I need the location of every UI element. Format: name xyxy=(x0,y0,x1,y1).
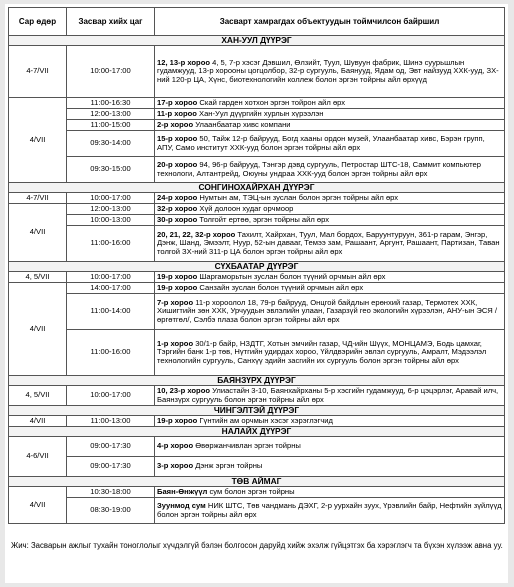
khoroo-label: 17-р хороо xyxy=(157,97,198,107)
time-cell: 09:30-14:00 xyxy=(67,131,155,157)
time-cell: 10:00-17:00 xyxy=(67,193,155,204)
khoroo-label: 19-р хороо xyxy=(157,271,198,281)
district-heading: СҮХБААТАР ДҮҮРЭГ xyxy=(9,262,505,272)
khoroo-label: Баян-Өнжүүл xyxy=(157,486,208,496)
table-row xyxy=(9,226,505,262)
district-heading: ХАН-УУЛ ДҮҮРЭГ xyxy=(9,36,505,46)
khoroo-label: 1-р хороо xyxy=(157,338,194,348)
location-text: Толгойт ертөө, эргэн тойрны айл өрх xyxy=(197,214,330,224)
khoroo-label: 10, 23-р хороо xyxy=(157,386,210,396)
table-row xyxy=(9,386,505,406)
location-cell xyxy=(155,109,505,120)
location-text: 30/1-р байр, НЗДТГ, Хотын эмчийн газар, ЧД-ийн Шүүх, МОНЦАМЭ, Бодь цамхаг, Тэргийн банк 1-р төв, Нүтгийн удирдах хороо, Үйлдвэрийн эвлэл сургууль, Амралт, Мэдээлэл технологийн сургууль, Санхүү эдийн засгийн их сургууль болон эргэн тойрны айл өрх xyxy=(157,338,487,365)
location-text: Санзайн зуслан болон түүний орчмын айл өрх xyxy=(197,282,364,292)
date-cell: 4-6/VII xyxy=(9,437,67,477)
location-text: Өвөржанчивлан эргэн тойрны xyxy=(193,441,301,451)
date-cell: 4-7/VII xyxy=(9,46,67,98)
time-cell: 11:00-15:00 xyxy=(67,120,155,131)
district-heading: БАЯНЗҮРХ ДҮҮРЭГ xyxy=(9,376,505,386)
date-cell: 4/VII xyxy=(9,98,67,183)
time-cell: 08:30-19:00 xyxy=(67,498,155,524)
date-cell: 4/VII xyxy=(9,487,67,524)
table-row xyxy=(9,193,505,204)
time-cell: 11:00-16:00 xyxy=(67,330,155,376)
district-heading-row xyxy=(9,477,505,487)
khoroo-label: 12, 13-р хороо xyxy=(157,57,210,67)
schedule-table xyxy=(8,7,505,524)
table-row xyxy=(9,157,505,183)
location-text: Дэнж эргэн тойрны xyxy=(193,461,263,471)
district-heading: ТӨВ АЙМАГ xyxy=(9,477,505,487)
khoroo-label: 19-р хороо xyxy=(157,415,198,425)
khoroo-label: 15-р хороо xyxy=(157,134,198,144)
time-cell: 09:00-17:30 xyxy=(67,457,155,477)
location-text: Гүнтийн ам орчмын хэсэг хэрэглэгчид xyxy=(197,415,333,425)
location-cell xyxy=(155,416,505,427)
table-row xyxy=(9,498,505,524)
location-text: Улаанбаатар хивс компани xyxy=(193,119,291,129)
khoroo-label: 3-р хороо xyxy=(157,461,194,471)
location-text: Нумтын ам, ТЭЦ-ын зуслан болон эргэн тойрны айл өрх xyxy=(197,192,399,202)
header-row xyxy=(9,8,505,36)
time-cell: 14:00-17:00 xyxy=(67,283,155,294)
time-cell: 09:00-17:30 xyxy=(67,437,155,457)
table-row xyxy=(9,294,505,330)
table-row xyxy=(9,120,505,131)
time-cell: 10:30-18:00 xyxy=(67,487,155,498)
location-cell xyxy=(155,498,505,524)
time-cell: 12:00-13:00 xyxy=(67,204,155,215)
table-row xyxy=(9,487,505,498)
khoroo-label: 11-р хороо xyxy=(157,108,197,118)
location-text: 94, 96-р байрууд, Тэнгэр дэвд сургууль, Петростар ШТС-18, Саммит компьютер технологи, Алтантрейд, Оюуны ундраа ХХК-ууд болон эргэн тойрны айл өрх xyxy=(157,160,481,178)
location-cell xyxy=(155,272,505,283)
table-row xyxy=(9,283,505,294)
table-row xyxy=(9,46,505,98)
khoroo-label: 20, 21, 22, 32-р хороо xyxy=(157,229,236,239)
table-row xyxy=(9,204,505,215)
time-cell: 10:00-13:00 xyxy=(67,215,155,226)
date-cell: 4/VII xyxy=(9,283,67,376)
khoroo-label: 32-р хороо xyxy=(157,203,198,213)
time-cell: 10:00-17:00 xyxy=(67,386,155,406)
location-text: 11-р хороолол 18, 79-р байрууд, Онцгой байдлын ерөнхий газар, Термотех ХХК, Хишигтийн зөн ХХК, Урчуудын эвлэлийн улаан, Газарзүй гео экологийн хүрээлэн, АНУ-ын ЭСЯ /өргөтгөл/, Сэлбэ плаза болон эргэн тойрны айл өрх xyxy=(157,297,498,324)
header-time: Засвар хийх цаг xyxy=(67,8,155,36)
date-cell: 4, 5/VII xyxy=(9,386,67,406)
location-cell xyxy=(155,193,505,204)
location-cell xyxy=(155,386,505,406)
location-cell xyxy=(155,226,505,262)
khoroo-label: 4-р хороо xyxy=(157,441,194,451)
location-cell xyxy=(155,294,505,330)
location-cell xyxy=(155,157,505,183)
location-cell xyxy=(155,98,505,109)
table-row xyxy=(9,131,505,157)
district-heading-row xyxy=(9,376,505,386)
header-date: Сар өдөр xyxy=(9,8,67,36)
district-heading: НАЛАЙХ ДҮҮРЭГ xyxy=(9,427,505,437)
time-cell: 11:00-16:30 xyxy=(67,98,155,109)
date-cell: 4-7/VII xyxy=(9,193,67,204)
location-text: НИК ШТС, Төв чандмань ДЭХГ, 2-р уурхайн зуух, Үрэвлийн байр, Нефтийн зүйлүүд болон эргэн тойрны айл өрх xyxy=(157,501,502,519)
location-cell xyxy=(155,330,505,376)
location-text: Скай гарден хотхон эргэн тойрон айл өрх xyxy=(197,97,346,107)
location-cell xyxy=(155,120,505,131)
khoroo-label: 20-р хороо xyxy=(157,160,198,170)
table-row xyxy=(9,457,505,477)
district-heading: ЧИНГЭЛТЭЙ ДҮҮРЭГ xyxy=(9,406,505,416)
district-heading: СОНГИНОХАЙРХАН ДҮҮРЭГ xyxy=(9,183,505,193)
location-text: Хан-Уул дүүргийн хурлын хүрээлэн xyxy=(196,108,324,118)
table-row xyxy=(9,109,505,120)
table-row xyxy=(9,98,505,109)
date-cell: 4/VII xyxy=(9,204,67,262)
table-row xyxy=(9,330,505,376)
location-cell xyxy=(155,457,505,477)
khoroo-label: 24-р хороо xyxy=(157,192,198,202)
khoroo-label: 7-р хороо xyxy=(157,297,194,307)
header-location: Засварт хамрагдах объектуудын тоймчилсон байршил xyxy=(155,8,505,36)
time-cell: 11:00-14:00 xyxy=(67,294,155,330)
location-cell xyxy=(155,437,505,457)
khoroo-label: 30-р хороо xyxy=(157,214,198,224)
date-cell: 4/VII xyxy=(9,416,67,427)
location-text: Шаргаморьтын зуслан болон түүний орчмын айл өрх xyxy=(197,271,386,281)
location-text: Улиастайн 3-10, Баянхайрханы 5-р хэсгийн гудамжууд, 6-р цэцэрлэг, Аравай илч, Баянзүрх сургууль болон эргэн тойрны айл өрх xyxy=(157,386,499,404)
location-text: 4, 5, 7-р хэсэг Дэвшил, Өлзийт, Туул, Шувуун фабрик, Шинэ суурьшлын гудамжууд, 13-р хорооны цогцолбор, 32-р сургууль, Баянууд, Ядам од, Эвт найзууд ХХК-ууд, ЗХ-ний 120-р ЦА, Хүнс, биотехнологийн коллеж болон эргэн тойрны айл өрхүүд xyxy=(157,57,499,84)
khoroo-label: 19-р хороо xyxy=(157,282,198,292)
district-heading-row xyxy=(9,406,505,416)
time-cell: 09:30-15:00 xyxy=(67,157,155,183)
time-cell: 12:00-13:00 xyxy=(67,109,155,120)
district-heading-row xyxy=(9,427,505,437)
location-cell xyxy=(155,131,505,157)
table-row xyxy=(9,416,505,427)
location-cell xyxy=(155,204,505,215)
time-cell: 10:00-17:00 xyxy=(67,272,155,283)
location-cell xyxy=(155,215,505,226)
location-text: 50, Тайж 12-р байрууд, Богд хааны ордон музей, Улаанбаатар хивс, Бэрэн групп, АПУ, Само институт ХХК-ууд болон эргэн тойрны айл өрх xyxy=(157,134,485,152)
district-heading-row xyxy=(9,262,505,272)
table-row xyxy=(9,215,505,226)
location-text: Хүй долоон худаг орчмоор xyxy=(197,203,294,213)
location-cell xyxy=(155,46,505,98)
date-cell: 4, 5/VII xyxy=(9,272,67,283)
location-cell xyxy=(155,283,505,294)
khoroo-label: Зуунмод сум xyxy=(157,501,206,511)
location-text: сум болон эргэн тойрны xyxy=(207,486,295,496)
district-heading-row xyxy=(9,183,505,193)
district-heading-row xyxy=(9,36,505,46)
table-row xyxy=(9,437,505,457)
time-cell: 11:00-13:00 xyxy=(67,416,155,427)
document-page xyxy=(5,4,508,583)
location-text: Тахилт, Хайрхан, Туул, Мал бордох, Баруунтуруун, 361-р гарам, Энгэр, Дэнж, Шанд, Эмээлт, Нуур, 52-ын давааг, Темээ зам, Рашаант, Аргунт, Рашаант, Партизан, Таван толгой ЗХ-ний 311-р ЦА болон эргэн тойрны айл өрх xyxy=(157,229,500,256)
time-cell: 10:00-17:00 xyxy=(67,46,155,98)
time-cell: 11:00-16:00 xyxy=(67,226,155,262)
khoroo-label: 2-р хороо xyxy=(157,119,194,129)
schedule-body xyxy=(9,36,505,524)
table-row xyxy=(9,272,505,283)
footnote: Жич: Засварын ажлыг тухайн тоноглолыг хүчдэлгүй бэлэн болгосон даруйд хийж эхэлж гүйцэтгэх ба хэрэглэгч та бүхэн хүлээж авна уу. xyxy=(11,541,503,550)
location-cell xyxy=(155,487,505,498)
